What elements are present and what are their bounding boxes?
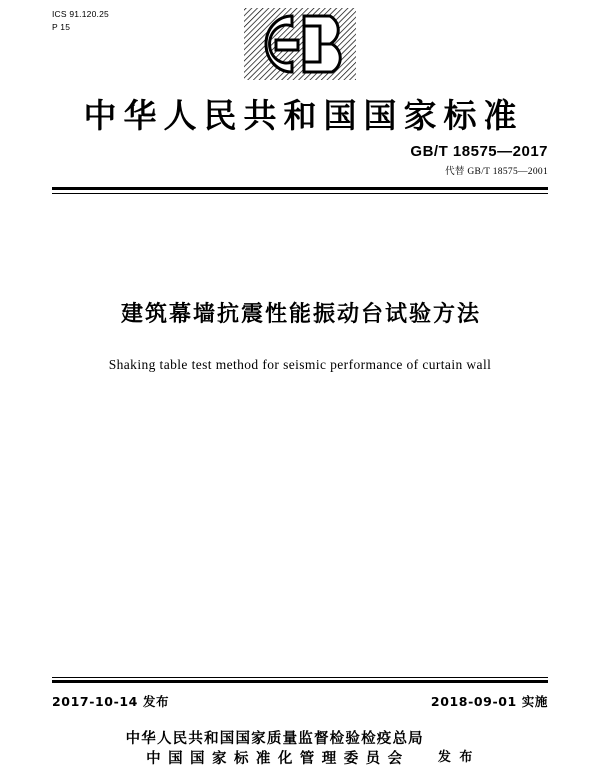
bottom-rule-thick [52, 680, 548, 683]
gb-emblem-icon [0, 6, 600, 84]
bottom-rule-thin [52, 677, 548, 678]
standard-number-block [410, 143, 548, 177]
national-standard-title: 中华人民共和国国家标准 [83, 96, 524, 135]
implementation-date: 2018-09-01 实施 [430, 694, 548, 709]
publish-label: 发 布 [437, 750, 475, 765]
ics-code: ICS 91.120.25 [52, 9, 109, 19]
issue-date: 2017-10-14 发布 [52, 694, 170, 709]
issuer-line-2: 中 国 国 家 标 准 化 管 理 委 员 会 [146, 751, 404, 767]
top-rule-thick [52, 187, 548, 190]
standard-replaces: 代替 GB/T 18575—2001 [445, 167, 548, 177]
standard-number: GB/T 18575—2017 [410, 143, 548, 160]
document-title-english: Shaking table test method for seismic performance of curtain wall [108, 357, 492, 372]
issuer-line-1: 中华人民共和国国家质量监督检验检疫总局 [125, 731, 424, 747]
issuer-names [126, 729, 424, 769]
classification-code: P 15 [52, 22, 71, 32]
issuing-authority [52, 729, 548, 769]
document-title-chinese: 建筑幕墙抗震性能振动台试验方法 [120, 302, 481, 327]
date-row [52, 692, 548, 710]
top-rule-thin [52, 193, 548, 194]
